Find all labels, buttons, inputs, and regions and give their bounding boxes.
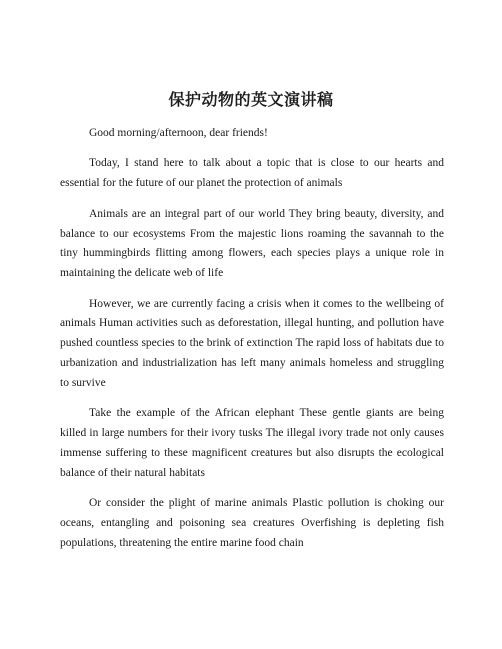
paragraph-greeting: Good morning/afternoon, dear friends! bbox=[89, 127, 268, 139]
paragraph-crisis: However, we are currently facing a crisis when it comes to the wellbeing of animals Human activities such as deforestation, illegal hunting, and pollution have pushed countless species to the brink of extinction The rapid loss of habitats due to urbanization and industrialization has left many animals homeless and struggling to survive bbox=[60, 297, 444, 389]
document-body bbox=[60, 124, 444, 564]
paragraph-elephant: Take the example of the African elephant These gentle giants are being killed in large numbers for their ivory tusks The illegal ivory trade not only causes immense suffering to these magnificent creatures but also disrupts the ecological balance of their natural habitats bbox=[60, 407, 444, 479]
paragraph-intro: Today, I stand here to talk about a topic that is close to our hearts and essential for the future of our planet the protection of animals bbox=[60, 157, 444, 190]
document-title: 保护动物的英文演讲稿 bbox=[168, 90, 334, 109]
paragraph-marine: Or consider the plight of marine animals Plastic pollution is choking our oceans, entangling and poisoning sea creatures Overfishing is depleting fish populations, threatening the entire marine food chain bbox=[60, 497, 444, 549]
paragraph-animals-integral: Animals are an integral part of our world They bring beauty, diversity, and balance to our ecosystems From the majestic lions roaming the savannah to the tiny hummingbirds flitting among flowers, each species plays a unique role in maintaining the delicate web of life bbox=[60, 207, 444, 280]
